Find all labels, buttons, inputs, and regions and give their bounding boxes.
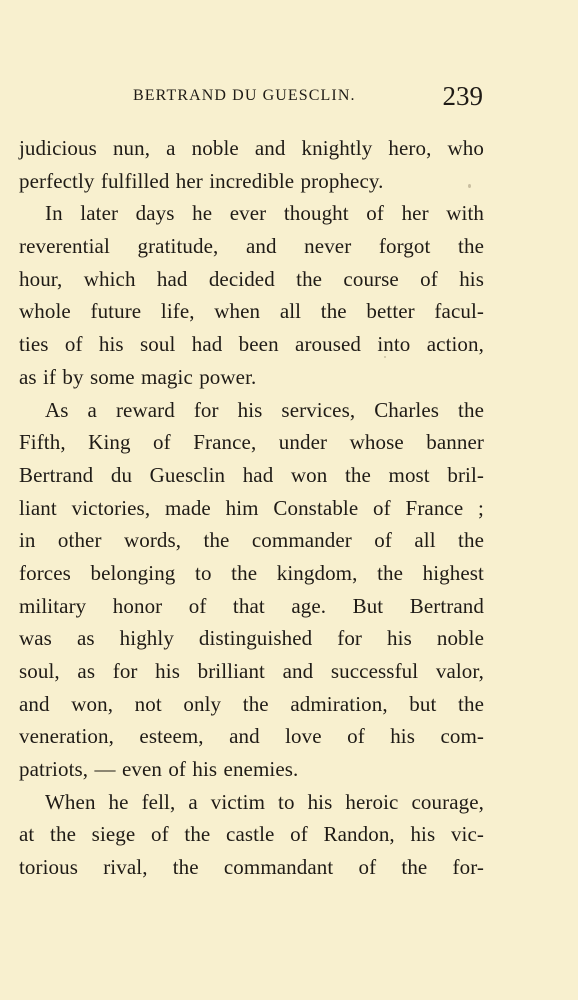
text-line: veneration, esteem, and love of his com-	[19, 724, 484, 749]
paper-speck	[384, 356, 386, 358]
text-line: and won, not only the admiration, but the	[19, 691, 484, 716]
text-line: military honor of that age. But Bertrand	[19, 593, 484, 618]
text-line: torious rival, the commandant of the for-	[19, 855, 484, 880]
text-line: When he fell, a victim to his heroic courage,	[45, 789, 484, 814]
text-line: forces belonging to the kingdom, the highest	[19, 560, 484, 585]
text-line: reverential gratitude, and never forgot the	[19, 234, 484, 259]
running-title: BERTRAND DU GUESCLIN.	[133, 87, 356, 104]
body-text	[19, 132, 484, 884]
text-line: perfectly fulfilled her incredible prophecy.	[19, 168, 384, 193]
paper-speck	[468, 184, 471, 188]
text-line: soul, as for his brilliant and successful valor,	[19, 659, 484, 683]
text-line: Fifth, King of France, under whose banner	[19, 430, 484, 455]
text-line: as if by some magic power.	[19, 364, 257, 389]
text-line: ties of his soul had been aroused into action,	[19, 332, 484, 357]
running-head	[133, 81, 483, 111]
text-line: patriots, — even of his enemies.	[19, 757, 299, 782]
text-line: at the siege of the castle of Randon, his vic-	[19, 822, 484, 847]
text-line: liant victories, made him Constable of France ;	[19, 495, 484, 520]
text-line: As a reward for his services, Charles the	[45, 397, 484, 422]
text-line: Bertrand du Guesclin had won the most bril-	[19, 462, 484, 487]
text-line: hour, which had decided the course of his	[19, 266, 484, 291]
text-line: whole future life, when all the better facul-	[19, 299, 484, 324]
text-line: In later days he ever thought of her with	[45, 201, 484, 226]
text-line: in other words, the commander of all the	[19, 528, 484, 553]
text-line: was as highly distinguished for his noble	[19, 626, 484, 651]
text-line: judicious nun, a noble and knightly hero, who	[19, 136, 484, 160]
page-number: 239	[442, 81, 483, 111]
